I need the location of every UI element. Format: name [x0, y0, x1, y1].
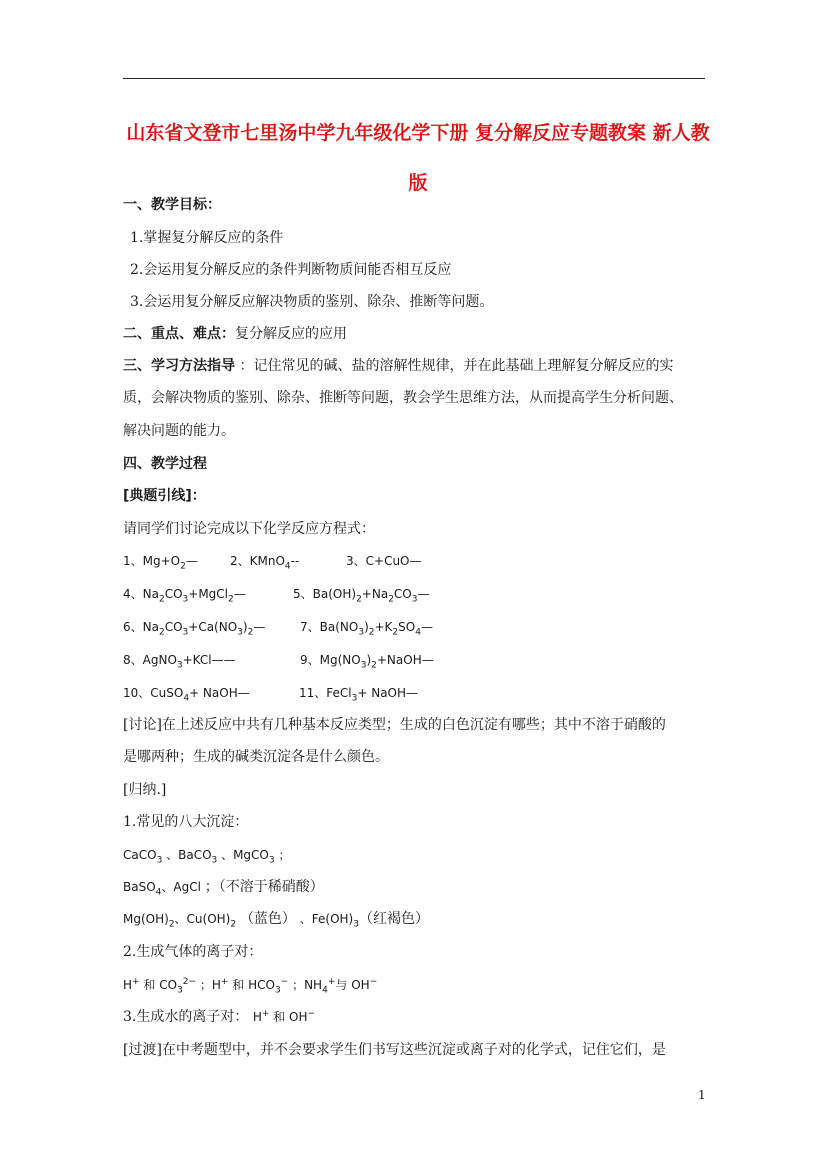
discussion-line-2: 是哪两种；生成的碱类沉淀各是什么颜色。 [123, 749, 389, 765]
method-line-1 [123, 356, 673, 376]
process-heading: 四、教学过程 [123, 456, 207, 472]
water-pairs: 3.生成水的离子对： H+ 和 OH− [123, 1009, 316, 1025]
water-heading: 3.生成水的离子对： [123, 1009, 249, 1025]
reaction-9: 9、$Mg(NO_3)_2+NaOH—$ [300, 653, 434, 671]
key-text: 复分解反应的应用 [235, 326, 347, 342]
insoluble-note: ；（不溶于稀硝酸） [204, 879, 324, 895]
red-brown-note: （红褐色） [358, 911, 429, 927]
precipitates-hydroxides: $Mg(OH)_2$、$Cu(OH)_2$ （蓝色） 、$Fe(OH)_3$（红褐色） [123, 911, 429, 930]
reaction-1: 1、$Mg+O_2—$ [123, 554, 198, 572]
objective-3: 3.会运用复分解反应解决物质的鉴别、除杂、推断等问题。 [130, 294, 494, 310]
key-points [123, 324, 347, 344]
reaction-10: 10、CuSO$_4$+ NaOH— [123, 686, 250, 704]
intro-heading: [典题引线]： [123, 488, 206, 504]
discussion-line-1: [讨论]在上述反应中共有几种基本反应类型；生成的白色沉淀有哪些；其中不溶于硝酸的 [123, 717, 666, 733]
header-rule [123, 78, 705, 79]
method-line-2: 质，会解决物质的鉴别、除杂、推断等问题，教会学生思维方法，从而提高学生分析问题、 [123, 390, 683, 406]
method-heading: 三、学习方法指导 [123, 358, 235, 374]
method-text-1: ：记住常见的碱、盐的溶解性规律，并在此基础上理解复分解反应的实 [239, 358, 674, 374]
reaction-7: 7、$Ba(NO_3)_2+K_2SO_4—$ [300, 620, 433, 638]
method-line-3: 解决问题的能力。 [123, 423, 235, 439]
reaction-2: 2、KMnO$_4$-- [230, 554, 300, 572]
gas-pairs: H+ 和 $CO_3^{2-}$ ；H+ 和 $HCO_3^-$ ；$NH_4^+$与 OH− [123, 977, 378, 996]
reaction-11: 11、FeCl$_3$+ NaOH— [299, 686, 419, 704]
gas-pairs-heading: 2.生成气体的离子对： [123, 944, 263, 960]
reaction-5: 5、$Ba(OH)_2+Na_2CO_3—$ [293, 587, 430, 605]
objective-1: 1.掌握复分解反应的条件 [130, 230, 284, 246]
objective-2: 2.会运用复分解反应的条件判断物质间能否相互反应 [130, 262, 452, 278]
objectives-heading: 一、教学目标： [123, 197, 221, 213]
key-heading: 二、重点、难点： [123, 326, 235, 342]
reaction-4: 4、$Na_2CO_3+MgCl_2—$ [123, 587, 246, 605]
reaction-6: 6、$Na_2CO_3+Ca(NO_3)_2—$ [123, 620, 266, 638]
document-title: 山东省文登市七里汤中学九年级化学下册 复分解反应专题教案 新人教版 [126, 122, 710, 194]
reaction-8: 8、AgNO$_3$+KCl—— [123, 653, 236, 671]
precipitates-carbonates: CaCO$_3$ 、BaCO$_3$ 、MgCO$_3$ ； [123, 848, 291, 866]
precipitates-insoluble: BaSO$_4$、AgCl ；（不溶于稀硝酸） [123, 879, 324, 898]
reaction-3: 3、C+CuO— [346, 554, 422, 568]
blue-note: （蓝色） [239, 911, 296, 927]
intro-text: 请同学们讨论完成以下化学反应方程式： [123, 521, 375, 537]
transition-text: [过渡]在中考题型中，并不会要求学生们书写这些沉淀或离子对的化学式，记住它们，是 [123, 1042, 666, 1058]
page-number: 1 [698, 1088, 706, 1102]
summary-heading: [归纳.] [123, 782, 167, 798]
eight-precipitates-heading: 1.常见的八大沉淀： [123, 814, 249, 830]
